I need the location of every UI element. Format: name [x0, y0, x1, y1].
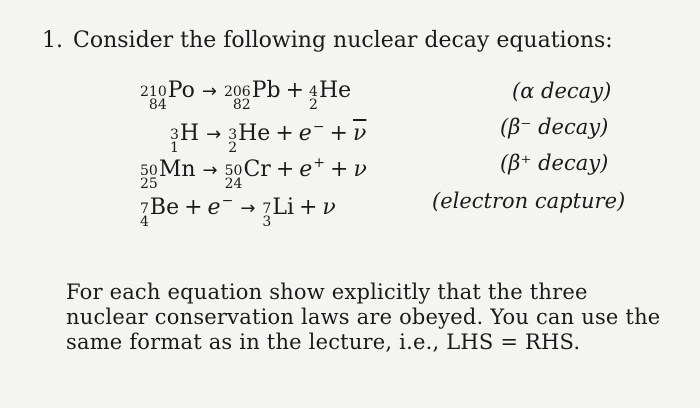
nuclide-he-4 [309, 74, 351, 113]
decay-label-beta-minus: (β⁻ decay) [500, 115, 609, 139]
problem-heading [42, 28, 613, 53]
atomic-number: 2 [228, 140, 238, 156]
atomic-number: 82 [232, 97, 251, 113]
element-symbol: Be [149, 195, 180, 220]
charge-plus: + [313, 155, 326, 171]
problem-heading-text: Consider the following nuclear decay equations: [73, 28, 613, 53]
instructions-paragraph: For each equation show explicitly that the three nuclear conservation laws are obeyed. You can use the same format as in the lecture, i.e., LHS = RHS. [66, 280, 661, 354]
nuclide-po-210 [140, 74, 195, 113]
atomic-number: 3 [262, 214, 272, 230]
reaction-arrow: → [206, 124, 222, 145]
plus-sign: + [330, 157, 349, 182]
reaction-arrow: → [202, 160, 218, 181]
mass-number: 3 [170, 127, 179, 143]
element-symbol: He [238, 121, 271, 146]
plus-sign: + [298, 195, 318, 220]
mass-number: 50 [224, 163, 243, 179]
equation-alpha [140, 74, 351, 113]
atomic-number: 25 [140, 176, 158, 192]
plus-sign: + [184, 195, 203, 220]
atomic-number: 4 [140, 214, 149, 230]
atomic-number: 1 [170, 140, 179, 156]
element-symbol: Pb [251, 78, 281, 103]
neutrino: ν [353, 157, 367, 182]
antineutrino: $\overline{\nu}$ [352, 121, 367, 146]
mass-number: 7 [262, 201, 272, 217]
nuclide-be-7 [140, 191, 179, 230]
atomic-number: 84 [148, 97, 167, 113]
charge-minus: − [312, 119, 325, 135]
plus-sign: + [275, 157, 295, 182]
problem-number: 1. [42, 28, 63, 53]
plus-sign: + [329, 121, 348, 146]
element-symbol: H [179, 121, 200, 146]
decay-label-electron-capture: (electron capture) [432, 189, 626, 213]
neutrino: ν [322, 195, 336, 220]
electron-symbol: e [207, 195, 221, 220]
reaction-arrow: → [201, 81, 217, 102]
element-symbol: Po [167, 78, 195, 103]
equation-row-beta-plus [0, 146, 700, 192]
electron [208, 195, 234, 220]
electron [299, 121, 325, 146]
plus-sign: + [285, 78, 305, 103]
mass-number: 3 [228, 127, 238, 143]
decay-label-alpha: (α decay) [512, 79, 612, 103]
electron-symbol: e [298, 121, 312, 146]
positron-symbol: e [299, 157, 313, 182]
mass-number: 206 [223, 84, 251, 100]
nuclide-pb-206 [224, 74, 281, 113]
equation-row-electron-capture [0, 184, 700, 230]
plus-sign: + [275, 121, 294, 146]
element-symbol: Cr [243, 157, 271, 182]
atomic-number: 2 [309, 97, 318, 113]
positron [299, 157, 325, 182]
mass-number: 210 [140, 84, 167, 100]
element-symbol: He [318, 78, 352, 103]
mass-number: 7 [140, 201, 149, 217]
nuclide-li-7 [262, 191, 294, 230]
equation-row-beta-minus [0, 110, 700, 156]
equation-electron-capture [140, 184, 336, 230]
equation-row-alpha [0, 74, 700, 113]
atomic-number: 24 [224, 176, 243, 192]
mass-number: 50 [140, 163, 158, 179]
element-symbol: Li [272, 195, 294, 220]
mass-number: 4 [309, 84, 318, 100]
charge-minus: − [221, 193, 234, 209]
decay-label-beta-plus: (β⁺ decay) [500, 151, 609, 175]
element-symbol: Mn [158, 157, 196, 182]
reaction-arrow: → [240, 198, 256, 219]
